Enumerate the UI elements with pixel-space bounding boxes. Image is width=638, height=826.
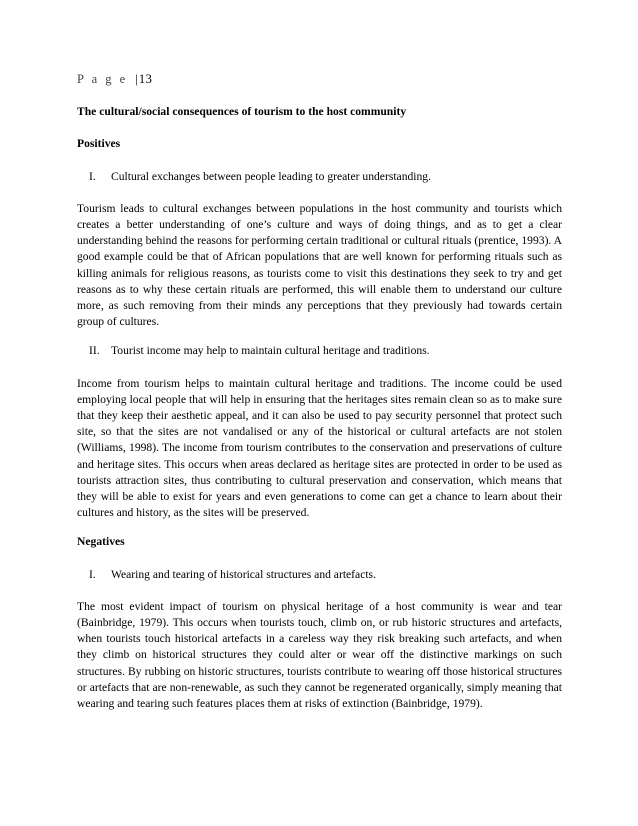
positives-heading: Positives [77,137,121,151]
paragraph: Tourism leads to cultural exchanges between populations in the host community and tourists which creates a better understanding of one’s culture and ways of doing things, and as to get a clear understanding behind the reasons for performing certain traditional or cultural rituals (prentice, 1993). A good example could be that of African populations that are well known for performing rituals such as killing animals for religious reasons, as tourists come to visit this destinations they seek to try and get reasons as to why these certain rituals are performed, this will enable them to understand our culture more, as such removing from their minds any perceptions that they previously had towards certain group of cultures. [77,201,562,329]
list-number: II. [89,344,100,358]
page-separator: | [135,72,138,86]
list-number: I. [89,567,96,581]
list-item-text: Cultural exchanges between people leading to greater understanding. [111,169,431,183]
page-label: P a g e [77,72,128,86]
list-item [77,567,562,583]
page-number: 13 [138,72,153,86]
paragraph: The most evident impact of tourism on physical heritage of a host community is wear and tear (Bainbridge, 1979). This occurs when tourists touch, climb on, or rub historic structures and artefacts, when tourists touch historical artefacts in a careless way they risk breaking such artefacts, and when they climb on historical structures they could alter or wear off the distinctive markings on such structures. By rubbing on historic structures, tourists contribute to wearing off those historical structures or artefacts that are non-renewable, as such they cannot be regenerated organically, simply meaning that wearing and tearing such features places them at risks of extinction (Bainbridge, 1979). [77,599,562,711]
paragraph: Income from tourism helps to maintain cultural heritage and traditions. The income could be used employing local people that will help in ensuring that the heritages sites remain clean so as to make sure that they keep their aesthetic appeal, and it can also be used to pay security personnel that protect such site, so that the sites are not vandalised or any of the historical or cultural artefacts are not stolen (Williams, 1998). The income from tourism contributes to the conservation and preservations of culture and heritage sites. This occurs when areas declared as heritage sites are protected in order to be used as tourists attraction sites, thus contributing to cultural preservation and conservation, which means that they will be able to exist for years and even generations to come can get a chance to learn about their cultures and history, as the sites will be preserved. [77,376,562,520]
list-item [77,169,562,185]
page-number-header [77,71,562,87]
page-content [77,71,562,725]
list-item-text: Tourist income may help to maintain cultural heritage and traditions. [111,344,430,358]
negatives-heading: Negatives [77,535,125,549]
list-number: I. [89,169,96,183]
section-title: The cultural/social consequences of tourism to the host community [77,105,407,119]
list-item-text: Wearing and tearing of historical structures and artefacts. [111,567,376,581]
list-item [77,343,562,359]
